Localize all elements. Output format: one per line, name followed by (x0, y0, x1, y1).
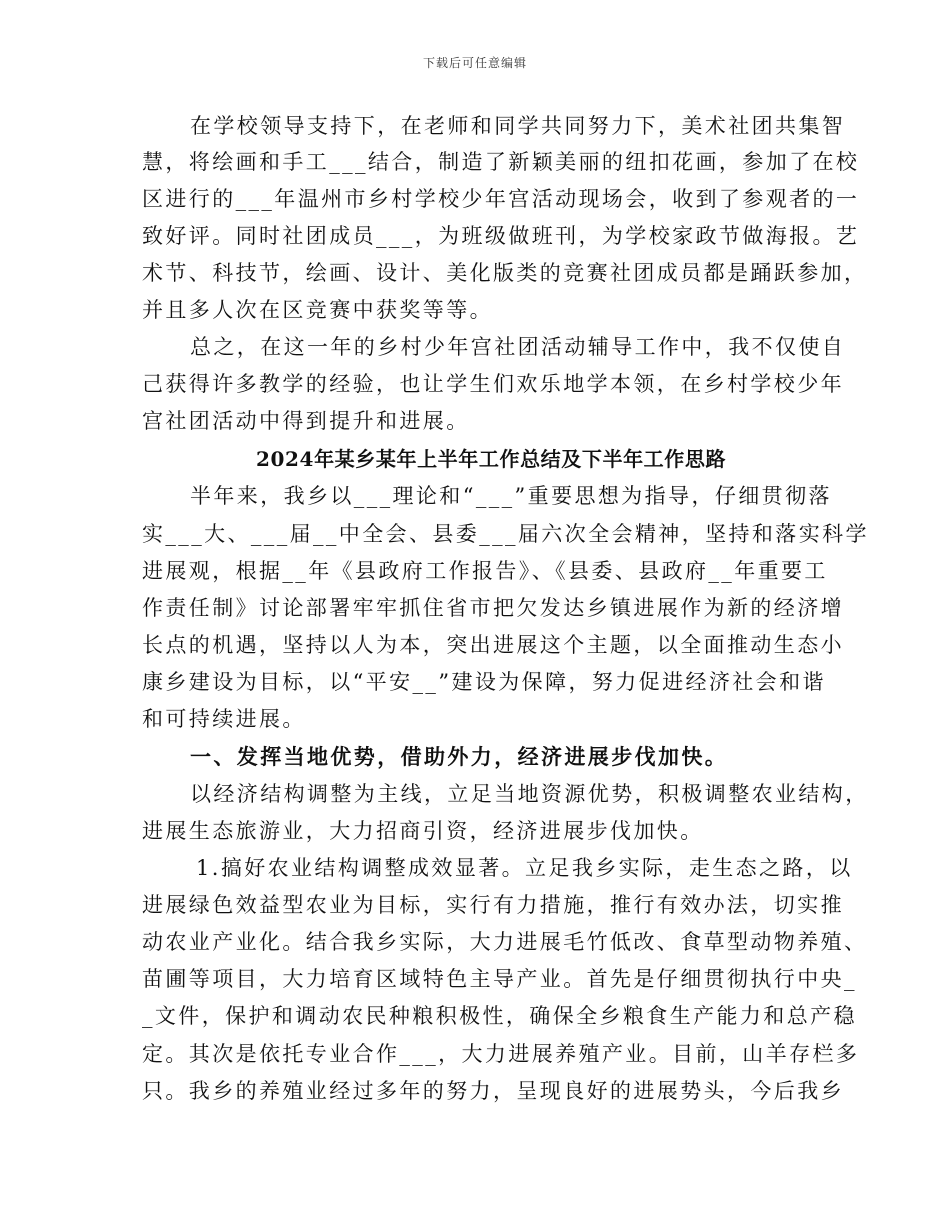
paragraph-line: _文件，保护和调动农民种粮积极性，确保全乡粮食生产能力和总产稳 (142, 1004, 857, 1028)
paragraph-line: 致好评。同时社团成员___，为班级做班刊，为学校家政节做海报。艺 (142, 224, 860, 248)
paragraph-line: 长点的机遇，坚持以人为本，突出进展这个主题，以全面推动生态小 (142, 633, 844, 657)
page-header-note: 下载后可任意编辑 (422, 56, 527, 70)
paragraph-line: 慧，将绘画和手工___结合，制造了新颖美丽的纽扣花画，参加了在校 (142, 150, 860, 174)
paragraph-line: 和可持续进展。 (142, 707, 306, 731)
paragraph-line: 总之，在这一年的乡村少年宫社团活动辅导工作中，我不仅使自 (190, 335, 846, 359)
paragraph-line: 以经济结构调整为主线，立足当地资源优势，积极调整农业结构， (190, 782, 869, 806)
paragraph-line: 只。我乡的养殖业经过多年的努力，呈现良好的进展势头，今后我乡 (142, 1079, 844, 1103)
paragraph-line: 进展绿色效益型农业为目标，实行有力措施，推行有效办法，切实推 (142, 893, 844, 917)
paragraph-line: 1.搞好农业结构调整成效显著。立足我乡实际，走生态之路，以 (196, 856, 853, 880)
paragraph-line: 区进行的___年温州市乡村学校少年宫活动现场会，收到了参观者的一 (142, 187, 860, 211)
paragraph-line: 并且多人次在区竞赛中获奖等等。 (142, 298, 493, 322)
paragraph-line: 康乡建设为目标，以“平安__”建设为保障，努力促进经济社会和谐 (142, 670, 826, 694)
paragraph-line: 在学校领导支持下，在老师和同学共同努力下，美术社团共集智 (190, 114, 846, 138)
section-heading: 一、发挥当地优势，借助外力，经济进展步伐加快。 (190, 744, 729, 769)
paragraph-line: 宫社团活动中得到提升和进展。 (142, 409, 470, 433)
paragraph-line: 动农业产业化。结合我乡实际，大力进展毛竹低改、食草型动物养殖、 (142, 930, 868, 954)
paragraph-line: 己获得许多教学的经验，也让学生们欢乐地学本领，在乡村学校少年 (142, 372, 844, 396)
paragraph-line: 苗圃等项目，大力培育区域特色主导产业。首先是仔细贯彻执行中央_ (142, 967, 857, 991)
paragraph-line: 实___大、___届__中全会、县委___届六次全会精神，坚持和落实科学 (142, 522, 869, 546)
section-title: 2024年某乡某年上半年工作总结及下半年工作思路 (256, 447, 727, 471)
paragraph-line: 定。其次是依托专业合作___，大力进展养殖产业。目前，山羊存栏多 (142, 1042, 860, 1066)
paragraph-line: 进展生态旅游业，大力招商引资，经济进展步伐加快。 (142, 819, 704, 843)
paragraph-line: 进展观，根据__年《县政府工作报告》、《县委、县政府__年重要工 (142, 559, 828, 583)
paragraph-line: 半年来，我乡以___理论和“___”重要思想为指导，仔细贯彻落 (190, 484, 832, 508)
paragraph-line: 作责任制》讨论部署牢牢抓住省市把欠发达乡镇进展作为新的经济增 (142, 596, 844, 620)
paragraph-line: 术节、科技节，绘画、设计、美化版类的竞赛社团成员都是踊跃参加， (142, 261, 868, 285)
